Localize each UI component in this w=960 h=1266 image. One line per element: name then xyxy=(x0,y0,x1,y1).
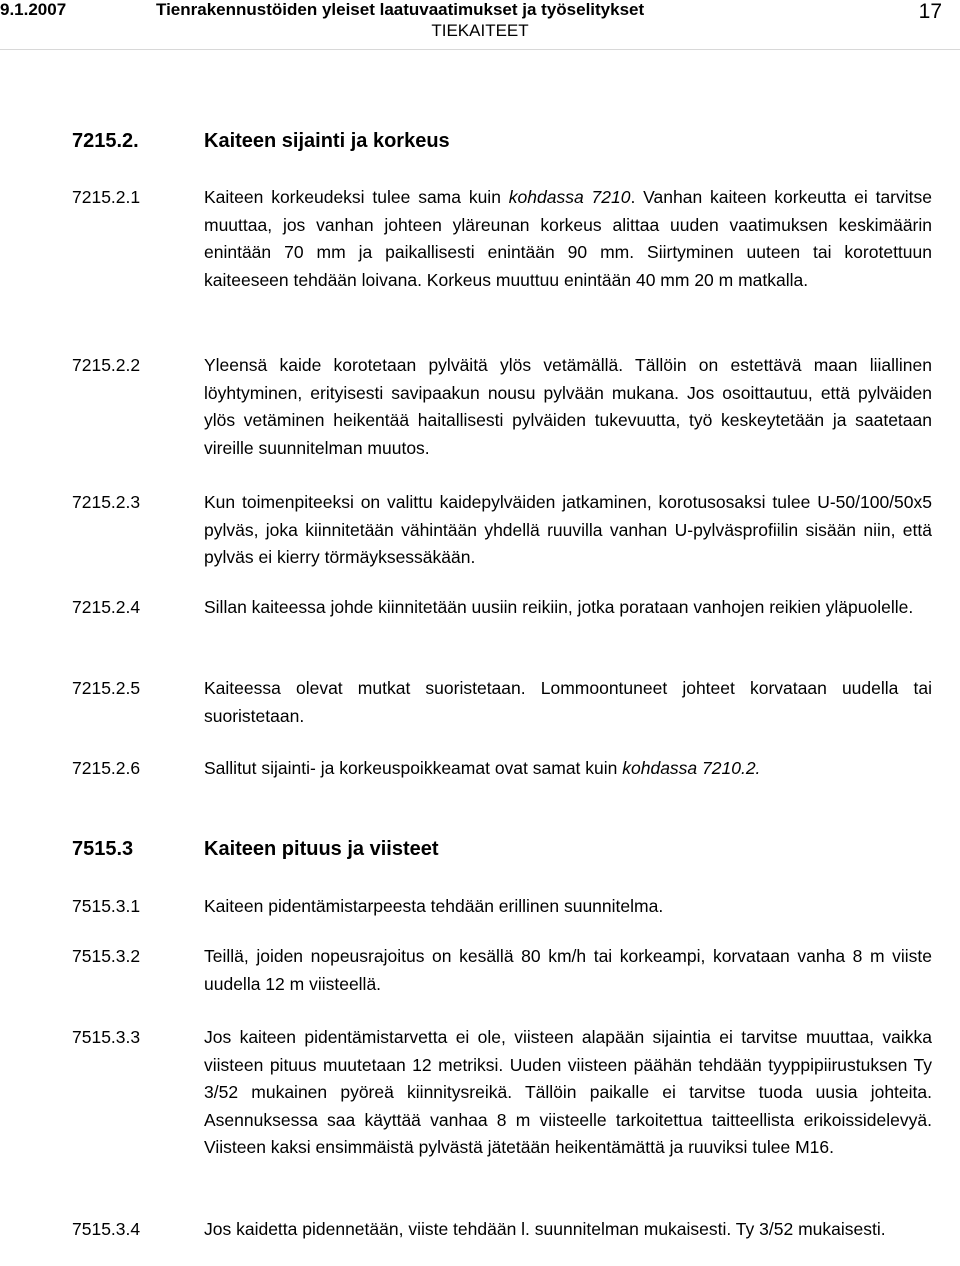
item-number: 7215.2.1 xyxy=(72,187,141,207)
item-number: 7515.3.3 xyxy=(72,1027,141,1047)
item-number: 7215.2.4 xyxy=(72,597,141,617)
item-text: Jos kaiteen pidentämistarvetta ei ole, viisteen alapään sijaintia ei tarvitse muuttaa, vaikka viisteen pituus muutetaan 12 metriksi. Uuden viisteen päähän tehdään tyyppipiirustuksen Ty 3/52 mukainen pyöreä kiinnitysreikä. Tällöin paikalle ei tarvitse tuoda uusia johteita. Asennuksessa saa käyttää vanhaa 8 m viisteelle tarkoitettua taitteellista erikoissidelevyä. Viisteen kaksi ensimmäistä pylvästä jätetään heikentämättä ja ruuviksi tulee M16. xyxy=(204,1027,932,1158)
item-text: Jos kaidetta pidennetään, viiste tehdään l. suunnitelman mukaisesti. Ty 3/52 mukaisesti. xyxy=(204,1219,886,1239)
item-text: Yleensä kaide korotetaan pylväitä ylös vetämällä. Tällöin on estettävä maan liiallinen löyhtyminen, erityisesti savipaakun nousu pylvään mukana. Jos osoittautuu, että pylväiden ylös vetäminen heikentää haitallisesti pylväiden tukevuutta, työ keskeytetään ja saatetaan vireille suunnitelman muutos. xyxy=(204,355,932,458)
item-text: Kaiteen korkeudeksi tulee sama kuin kohdassa 7210. Vanhan kaiteen korkeutta ei tarvitse muuttaa, jos vanhan johteen yläreunan korkeus alittaa uuden vaatimuksen keskimäärin enintään 70 mm ja paikallisesti enintään 90 mm. Siirtyminen uuteen tai korotettuun kaiteeseen tehdään loivana. Korkeus muuttuu enintään 40 mm 20 m matkalla. xyxy=(204,187,932,290)
header-date: 9.1.2007 xyxy=(0,0,67,19)
item-number: 7215.2.5 xyxy=(72,678,141,698)
section-number: 7215.2. xyxy=(72,130,139,152)
item-number: 7515.3.1 xyxy=(72,896,141,916)
cross-reference: kohdassa 7210 xyxy=(508,187,631,207)
item-text: Kun toimenpiteeksi on valittu kaidepylväiden jatkaminen, korotusosaksi tulee U-50/100/50x5 pylväs, joka kiinnitetään vähintään yhdellä ruuvilla vanhan U-pylväsprofiilin sisään niin, että pylväs ei kierry törmäyksessäkään. xyxy=(204,492,932,568)
header-title: Tienrakennustöiden yleiset laatuvaatimukset ja työselitykset xyxy=(156,0,645,19)
item-number: 7215.2.2 xyxy=(72,355,141,375)
item-number: 7215.2.6 xyxy=(72,758,141,778)
item-number: 7215.2.3 xyxy=(72,492,141,512)
header-org: TIEKAITEET xyxy=(431,21,529,40)
item-text: Sallitut sijainti- ja korkeuspoikkeamat ovat samat kuin kohdassa 7210.2. xyxy=(204,758,761,778)
section-number: 7515.3 xyxy=(72,838,134,860)
item-number: 7515.3.2 xyxy=(72,946,141,966)
header-divider xyxy=(0,49,960,50)
item-text: Sillan kaiteessa johde kiinnitetään uusiin reikiin, jotka porataan vanhojen reikien yläpuolelle. xyxy=(204,597,914,617)
item-text: Kaiteessa olevat mutkat suoristetaan. Lommoontuneet johteet korvataan uudella tai suoristetaan. xyxy=(204,678,932,726)
cross-reference: kohdassa 7210.2. xyxy=(622,758,761,778)
item-text: Kaiteen pidentämistarpeesta tehdään erillinen suunnitelma. xyxy=(204,896,664,916)
item-number: 7515.3.4 xyxy=(72,1219,141,1239)
page-number: 17 xyxy=(918,0,942,23)
section-title: Kaiteen pituus ja viisteet xyxy=(204,838,439,860)
page-header xyxy=(0,0,960,60)
item-text: Teillä, joiden nopeusrajoitus on kesällä 80 km/h tai korkeampi, korvataan vanha 8 m viiste uudella 12 m viisteellä. xyxy=(204,946,932,994)
section-title: Kaiteen sijainti ja korkeus xyxy=(204,130,450,152)
